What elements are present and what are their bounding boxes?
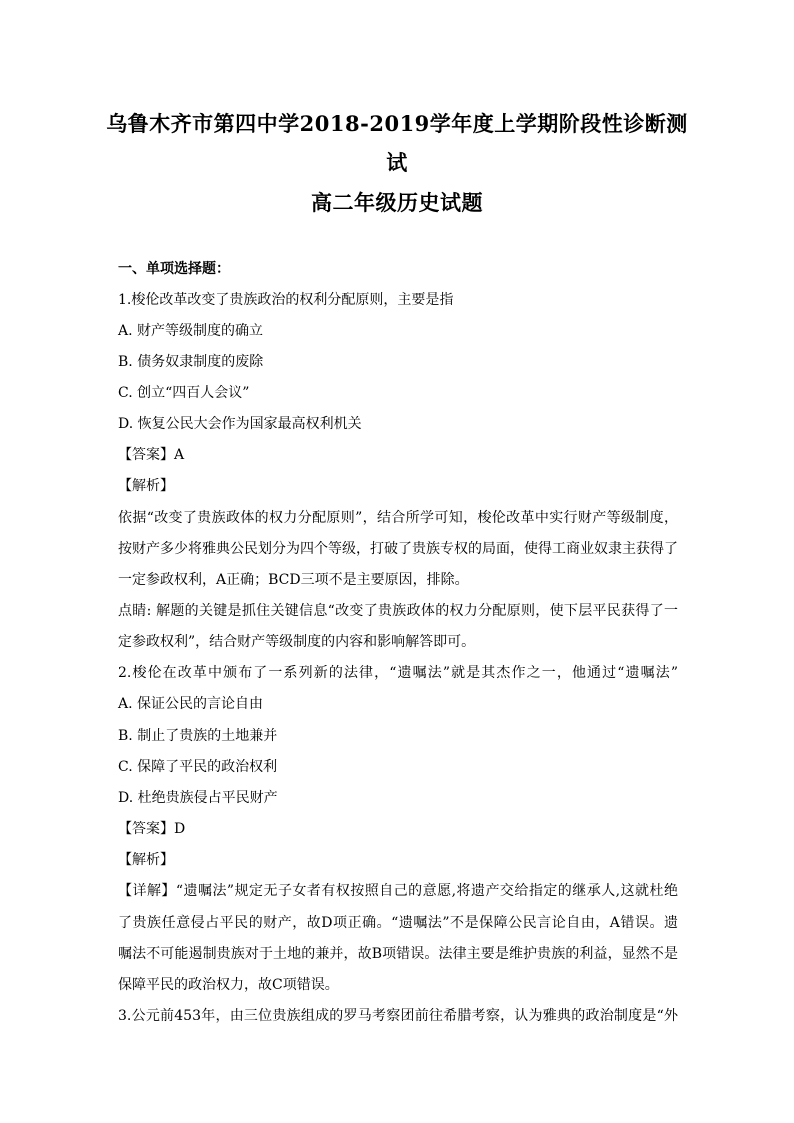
question-1-analysis-line: 依据“改变了贵族政体的权力分配原则”，结合所学可知，梭伦改革中实行财产等级制度， (118, 510, 678, 526)
question-2-option-c: C. 保障了平民的政治权利 (118, 759, 278, 775)
question-1-analysis-label: 【解析】 (118, 478, 174, 494)
question-2-option-d: D. 杜绝贵族侵占平民财产 (118, 790, 278, 806)
question-1-analysis-line: 一定参政权利，A正确；BCD三项不是主要原因，排除。 (118, 572, 469, 588)
question-3-stem: 3.公元前453年，由三位贵族组成的罗马考察团前往希腊考察，认为雅典的政治制度是“外 (118, 1008, 678, 1024)
question-1-option-d: D. 恢复公民大会作为国家最高权利机关 (118, 416, 362, 432)
question-2-analysis-label: 【解析】 (118, 852, 174, 868)
question-1-answer: 【答案】A (118, 447, 185, 463)
doc-title-line-2: 试 (386, 150, 408, 175)
question-2-analysis-line: 嘱法不可能遏制贵族对于土地的兼并，故B项错误。法律主要是维护贵族的利益，显然不是 (118, 946, 678, 962)
question-1-tip-line: 点睛: 解题的关键是抓住关键信息“改变了贵族政体的权力分配原则，使下层平民获得了一 (118, 603, 678, 619)
doc-title-line-3: 高二年级历史试题 (311, 190, 483, 215)
question-2-stem: 2.梭伦在改革中颁布了一系列新的法律，“遗嘱法”就是其杰作之一，他通过“遗嘱法” (118, 665, 678, 681)
question-2-analysis-line: 了贵族任意侵占平民的财产，故D项正确。“遗嘱法”不是保障公民言论自由，A错误。遗 (118, 915, 678, 931)
question-1-tip-line: 定参政权利”，结合财产等级制度的内容和影响解答即可。 (118, 634, 476, 650)
question-1-option-a: A. 财产等级制度的确立 (118, 323, 264, 339)
question-1-stem: 1.梭伦改革改变了贵族政治的权利分配原则，主要是指 (118, 292, 454, 308)
question-2-answer: 【答案】D (118, 821, 186, 837)
question-2-option-b: B. 制止了贵族的土地兼并 (118, 728, 278, 744)
doc-title-line-1: 乌鲁木齐市第四中学2018-2019学年度上学期阶段性诊断测 (106, 111, 688, 136)
question-2-analysis-line: 保障平民的政治权力，故C项错误。 (118, 977, 339, 993)
question-1-option-b: B. 债务奴隶制度的废除 (118, 354, 264, 370)
question-2-option-a: A. 保证公民的言论自由 (118, 696, 264, 712)
question-2-analysis-line: 【详解】“遗嘱法”规定无子女者有权按照自己的意愿,将遗产交给指定的继承人,这就杜绝 (118, 883, 678, 899)
section-heading: 一、单项选择题： (118, 261, 230, 277)
question-1-analysis-line: 按财产多少将雅典公民划分为四个等级，打破了贵族专权的局面，使得工商业奴隶主获得了 (118, 541, 678, 557)
question-1-option-c: C. 创立“四百人会议” (118, 385, 250, 401)
